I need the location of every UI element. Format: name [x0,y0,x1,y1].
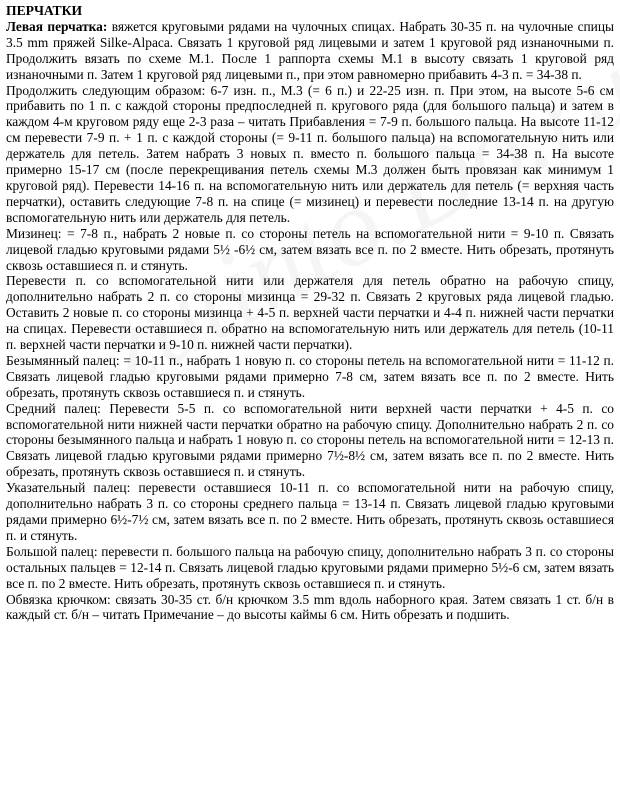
paragraph-continue: Продолжить следующим образом: 6-7 изн. п., М.3 (= 6 п.) и 22-25 изн. п. При этом, на высоте 5-6 см прибавить по 1 п. с каждой стороны предпоследней п. кругового ряда (для большого пальца) и затем в каждом 4-м круговом ряду еще 2-3 раза – читать Прибавления = 7-9 п. большого пальца. На высоте 11-12 см перевести 7-9 п. + 1 п. с каждой стороны (= 9-11 п. большого пальца) на вспомогательную нить или держатель для петель. Затем набрать 3 новых п. вместо п. большого пальца = 34-38 п. На высоте примерно 15-17 см (после перекрещивания петель схемы М.3 должен быть провязан как минимум 1 круговой ряд). Перевести 14-16 п. на вспомогательную нить или держатель для петель (= верхняя часть перчатки), оставить следующие 7-8 п. на спице (= мизинец) и перевести последние 13-14 п. на другую вспомогательную нить или держатель для петель. [6,82,614,225]
document-page [6,3,614,623]
paragraph-middle-finger: Средний палец: Перевести 5-5 п. со вспомогательной нити верхней части перчатки + 4-5 п. со вспомогательной нити нижней части перчатки обратно на рабочую спицу. Дополнительно набрать 2 п. со стороны безымянного пальца и набрать 1 новую п. со стороны петель на вспомогательной нити = 12-13 п. Связать лицевой гладью круговыми рядами примерно 7½-8½ см, затем вязать все п. по 2 вместе. Нить обрезать, протянуть сквозь оставшиеся п. и стянуть. [6,400,614,480]
paragraph-left-glove [6,19,614,83]
paragraph-thumb: Большой палец: перевести п. большого пальца на рабочую спицу, дополнительно набрать 3 п. со стороны остальных пальцев = 12-14 п. Связать лицевой гладью круговыми рядами примерно 5½-6 см, затем вязать все п. по 2 вместе. Нить обрезать, протянуть сквозь оставшиеся п. и стянуть. [6,543,614,591]
left-glove-label: Левая перчатка: [6,18,108,34]
paragraph-little-finger: Мизинец: = 7-8 п., набрать 2 новые п. со стороны петель на вспомогательной нити = 9-10 п. Связать лицевой гладью круговыми рядами 5½ -6½ см, затем вязать все п. по 2 вместе. Нить обрезать, протянуть сквозь оставшиеся п. и стянуть. [6,225,614,273]
paragraph-ring-finger: Безымянный палец: = 10-11 п., набрать 1 новую п. со стороны петель на вспомогательной нити = 11-12 п. Связать лицевой гладью круговыми рядами примерно 7-8 см, затем вязать все п. по 2 вместе. Нить обрезать, протянуть сквозь оставшиеся п. и стянуть. [6,352,614,400]
left-glove-text: вяжется круговыми рядами на чулочных спицах. Набрать 30-35 п. на чулочные спицы 3.5 mm пряжей Silke-Alpaca. Связать 1 круговой ряд лицевыми и затем 1 круговой ряд изнаночными п. Продолжить вязать по схеме М.1. После 1 раппорта схемы М.1 в высоту связать 1 круговой ряд изнаночными п. Затем 1 круговой ряд лицевыми п., при этом равномерно прибавить 4-3 п. = 34-38 п. [6,18,615,82]
paragraph-transfer: Перевести п. со вспомогательной нити или держателя для петель обратно на рабочую спицу, дополнительно набрать 2 п. со стороны мизинца = 29-32 п. Связать 2 круговых ряда лицевой гладью. Оставить 2 новые п. со стороны мизинца + 4-5 п. верхней части перчатки и 4-4 п. нижней части перчатки на спицах. Перевести оставшиеся п. обратно на вспомогательную нить или держатель для петель (10-11 п. верхней части перчатки и 9-10 п. нижней части перчатки). [6,273,614,353]
document-title: ПЕРЧАТКИ [6,3,83,18]
paragraph-crochet-edge: Обвязка крючком: связать 30-35 ст. б/н крючком 3.5 mm вдоль наборного края. Затем связать 1 ст. б/н в каждый ст. б/н – читать Примечание – до высоты каймы 6 см. Нить обрезать и подшить. [6,591,614,623]
paragraph-index-finger: Указательный палец: перевести оставшиеся 10-11 п. со вспомогательной нити на рабочую спицу, дополнительно набрать 3 п. со стороны среднего пальца = 13-14 п. Связать лицевой гладью круговыми рядами примерно 6½-7½ см, затем вязать все п. по 2 вместе. Нить обрезать, протянуть сквозь оставшиеся п. и стянуть. [6,480,614,543]
